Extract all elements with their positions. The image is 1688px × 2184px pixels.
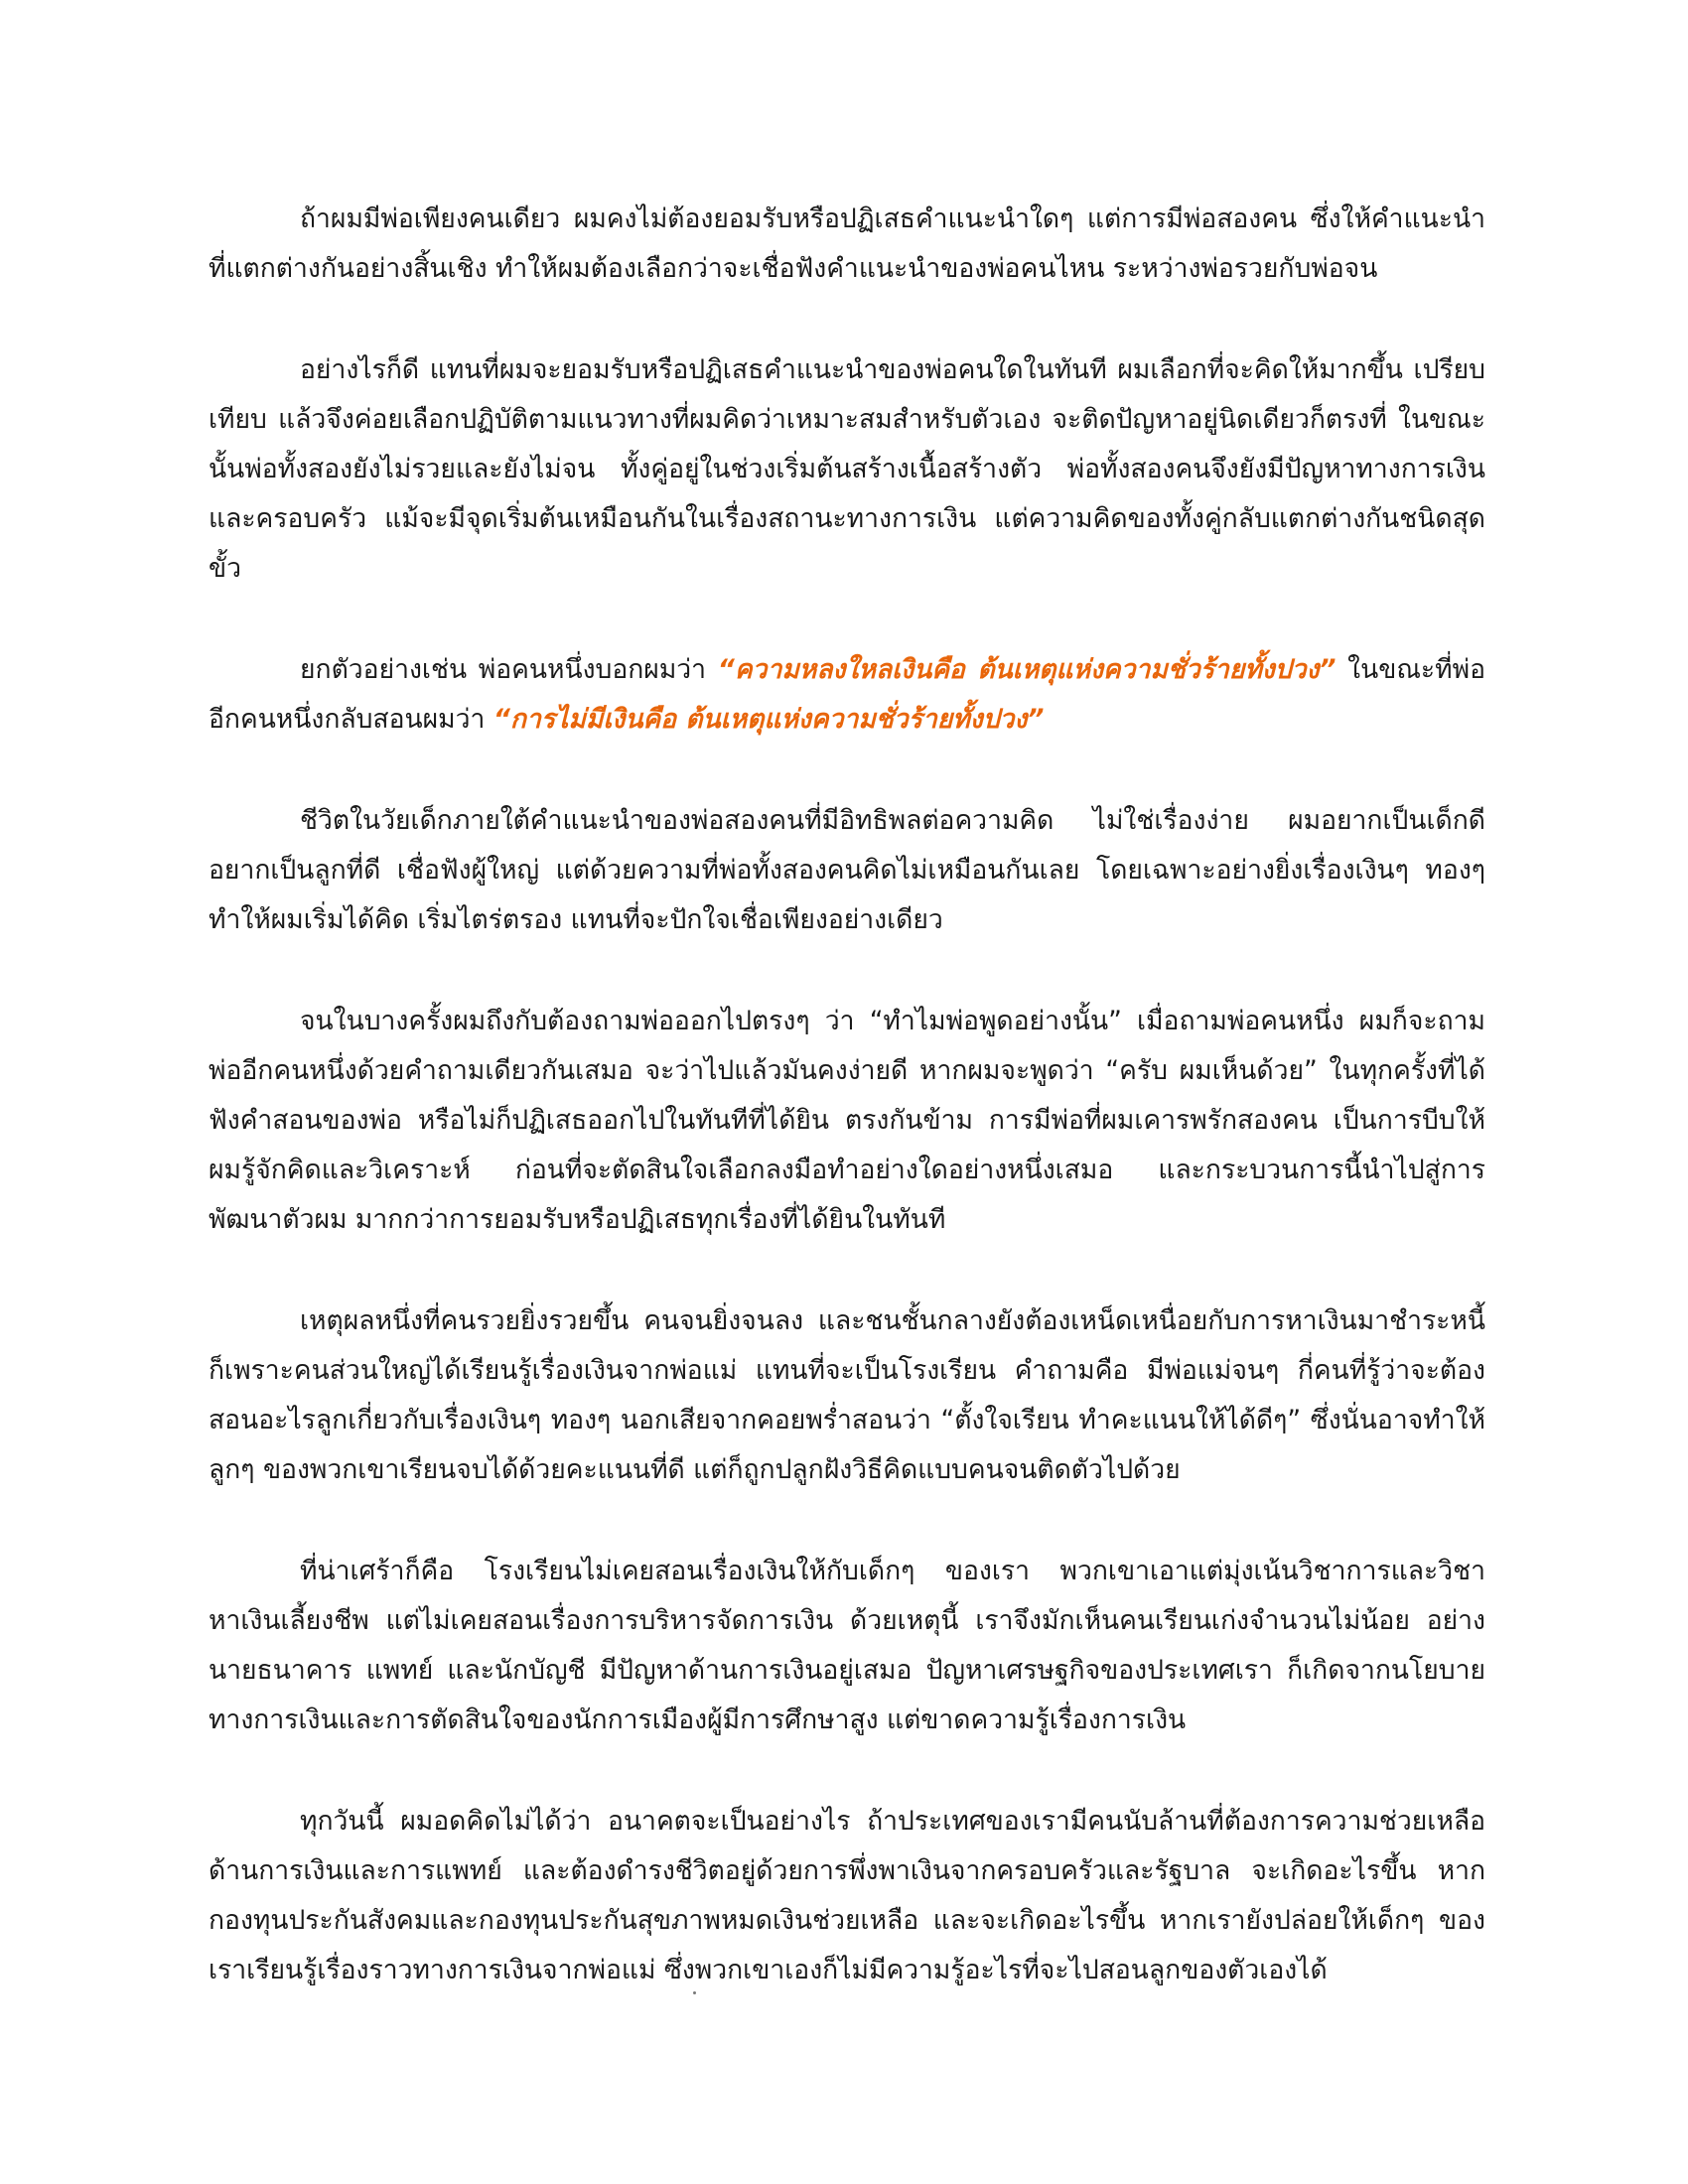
document-page xyxy=(209,195,1485,2047)
paragraph-6: เหตุผลหนึ่งที่คนรวยยิ่งรวยขึ้น คนจนยิ่งจนลง และชนชั้นกลางยังต้องเหน็ดเหนื่อยกับการหาเงินมาชำระหนี้ก็เพราะคนส่วนใหญ่ได้เรียนรู้เรื่องเงินจากพ่อแม่ แทนที่จะเป็นโรงเรียน คำถามคือ มีพ่อแม่จนๆ กี่คนที่รู้ว่าจะต้องสอนอะไรลูกเกี่ยวกับเรื่องเงินๆ ทองๆ นอกเสียจากคอยพร่ำสอนว่า “ตั้งใจเรียน ทำคะแนนให้ได้ดีๆ” ซึ่งนั่นอาจทำให้ลูกๆ ของพวกเขาเรียนจบได้ด้วยคะแนนที่ดี แต่ก็ถูกปลูกฝังวิธีคิดแบบคนจนติดตัวไปด้วย xyxy=(209,1305,1485,1485)
page-marker-dot xyxy=(693,1991,696,1994)
quote-lack-of-money: “การไม่มีเงินคือ ต้นเหตุแห่งความชั่วร้ายทั้งปวง” xyxy=(492,704,1045,735)
paragraph-2: อย่างไรก็ดี แทนที่ผมจะยอมรับหรือปฏิเสธคำแนะนำของพ่อคนใดในทันที ผมเลือกที่จะคิดให้มากขึ้น เปรียบเทียบ แล้วจึงค่อยเลือกปฏิบัติตามแนวทางที่ผมคิดว่าเหมาะสมสำหรับตัวเอง จะติดปัญหาอยู่นิดเดียวก็ตรงที่ ในขณะนั้นพ่อทั้งสองยังไม่รวยและยังไม่จน ทั้งคู่อยู่ในช่วงเริ่มต้นสร้างเนื้อสร้างตัว พ่อทั้งสองคนจึงยังมีปัญหาทางการเงินและครอบครัว แม้จะมีจุดเริ่มต้นเหมือนกันในเรื่องสถานะทางการเงิน แต่ความคิดของทั้งคู่กลับแตกต่างกันชนิดสุดขั้ว xyxy=(209,354,1485,584)
paragraph-5: จนในบางครั้งผมถึงกับต้องถามพ่อออกไปตรงๆ ว่า “ทำไมพ่อพูดอย่างนั้น” เมื่อถามพ่อคนหนึ่ง ผมก็จะถามพ่ออีกคนหนึ่งด้วยคำถามเดียวกันเสมอ จะว่าไปแล้วมันคงง่ายดี หากผมจะพูดว่า “ครับ ผมเห็นด้วย” ในทุกครั้งที่ได้ฟังคำสอนของพ่อ หรือไม่ก็ปฏิเสธออกไปในทันทีที่ได้ยิน ตรงกันข้าม การมีพ่อที่ผมเคารพรักสองคน เป็นการบีบให้ผมรู้จักคิดและวิเคราะห์ ก่อนที่จะตัดสินใจเลือกลงมือทำอย่างใดอย่างหนึ่งเสมอ และกระบวนการนี้นำไปสู่การพัฒนาตัวผม มากกว่าการยอมรับหรือปฏิเสธทุกเรื่องที่ได้ยินในทันที xyxy=(209,1006,1485,1235)
paragraph-7: ที่น่าเศร้าก็คือ โรงเรียนไม่เคยสอนเรื่องเงินให้กับเด็กๆ ของเรา พวกเขาเอาแต่มุ่งเน้นวิชาการและวิชาหาเงินเลี้ยงชีพ แต่ไม่เคยสอนเรื่องการบริหารจัดการเงิน ด้วยเหตุนี้ เราจึงมักเห็นคนเรียนเก่งจำนวนไม่น้อย อย่าง นายธนาคาร แพทย์ และนักบัญชี มีปัญหาด้านการเงินอยู่เสมอ ปัญหาเศรษฐกิจของประเทศเรา ก็เกิดจากนโยบายทางการเงินและการตัดสินใจของนักการเมืองผู้มีการศึกษาสูง แต่ขาดความรู้เรื่องการเงิน xyxy=(209,1556,1485,1735)
paragraph-3 xyxy=(209,645,1485,745)
paragraph-3-middle: ในขณะที่พ่ออีกคนหนึ่งกลับสอนผมว่า xyxy=(209,654,1486,735)
paragraph-1: ถ้าผมมีพ่อเพียงคนเดียว ผมคงไม่ต้องยอมรับหรือปฏิเสธคำแนะนำใดๆ แต่การมีพ่อสองคน ซึ่งให้คำแนะนำที่แตกต่างกันอย่างสิ้นเชิง ทำให้ผมต้องเลือกว่าจะเชื่อฟังคำแนะนำของพ่อคนไหน ระหว่างพ่อรวยกับพ่อจน xyxy=(209,204,1485,284)
paragraph-4: ชีวิตในวัยเด็กภายใต้คำแนะนำของพ่อสองคนที่มีอิทธิพลต่อความคิด ไม่ใช่เรื่องง่าย ผมอยากเป็นเด็กดีอยากเป็นลูกที่ดี เชื่อฟังผู้ใหญ่ แต่ด้วยความที่พ่อทั้งสองคนคิดไม่เหมือนกันเลย โดยเฉพาะอย่างยิ่งเรื่องเงินๆ ทองๆ ทำให้ผมเริ่มได้คิด เริ่มไตร่ตรอง แทนที่จะปักใจเชื่อเพียงอย่างเดียว xyxy=(209,805,1485,935)
quote-love-of-money: “ความหลงใหลเงินคือ ต้นเหตุแห่งความชั่วร้ายทั้งปวง” xyxy=(717,654,1336,685)
paragraph-3-intro: ยกตัวอย่างเช่น พ่อคนหนึ่งบอกผมว่า xyxy=(300,654,718,685)
paragraph-8: ทุกวันนี้ ผมอดคิดไม่ได้ว่า อนาคตจะเป็นอย่างไร ถ้าประเทศของเรามีคนนับล้านที่ต้องการความช่วยเหลือด้านการเงินและการแพทย์ และต้องดำรงชีวิตอยู่ด้วยการพึ่งพาเงินจากครอบครัวและรัฐบาล จะเกิดอะไรขึ้น หากกองทุนประกันสังคมและกองทุนประกันสุขภาพหมดเงินช่วยเหลือ และจะเกิดอะไรขึ้น หากเรายังปล่อยให้เด็กๆ ของเราเรียนรู้เรื่องราวทางการเงินจากพ่อแม่ ซึ่งพวกเขาเองก็ไม่มีความรู้อะไรที่จะไปสอนลูกของตัวเองได้ xyxy=(209,1806,1485,1985)
